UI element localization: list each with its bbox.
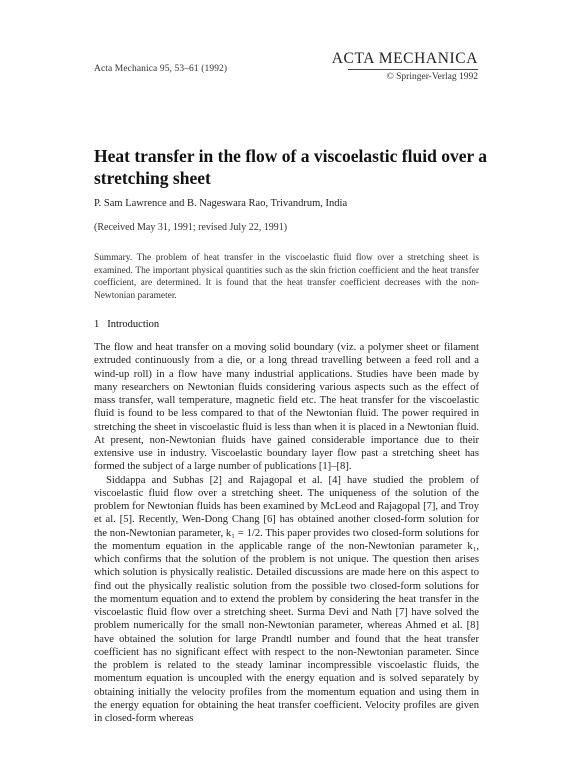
body-text [94,341,479,725]
article-authors: P. Sam Lawrence and B. Nageswara Rao, Trivandrum, India [94,198,348,209]
copyright-line: © Springer-Verlag 1992 [386,72,478,82]
section-title: Introduction [107,319,160,330]
masthead-rule [348,69,478,70]
section-number: 1 [94,319,100,330]
article-summary: Summary. The problem of heat transfer in the viscoelastic fluid flow over a stretching sheet is examined. The important physical quantities such as the skin friction coefficient and the heat transfer coefficient, are determined. It is found that the heat transfer coefficient decreases with the non-Newtonian parameter. [94,253,479,301]
journal-title: ACTA MECHANICA [331,50,478,67]
received-dates: (Received May 31, 1991; revised July 22, 1991) [94,222,288,233]
section-heading [94,319,159,330]
article-title: Heat transfer in the flow of a viscoelastic fluid over a stretching sheet [94,146,488,188]
paragraph: Siddappa and Subhas [2] and Rajagopal et al. [4] have studied the problem of viscoelastic fluid flow over a stretching sheet. The uniqueness of the solution of the problem for Newtonian fluids has been examined by McLeod and Rajagopal [7], and Troy et al. [5]. Recently, Wen-Dong Chang [6] has obtained another closed-form solution for the non-Newtonian parameter, k₁ = 1/2. This paper provides two closed-form solutions for the momentum equation in the applicable range of the non-Newtonian parameter k₁, which confirms that the solution of the problem is not unique. The question then arises which solution is physically realistic. Detailed discussions are made here on this aspect to find out the physically realistic solution from the possible two closed-form solutions for the momentum equation and to extend the problem by considering the heat transfer in the viscoelastic fluid flow over a stretching sheet. Surma Devi and Nath [7] have solved the problem numerically for the small non-Newtonian parameter, whereas Ahmed et al. [8] have obtained the solution for large Prandtl number and found that the heat transfer coefficient has no significant effect with respect to the non-Newtonian parameter. Since the problem is related to the steady laminar incompressible viscoelastic fluids, the momentum equation is uncoupled with the energy equation and is solved separately by obtaining initially the velocity profiles from the momentum equation and using them in the energy equation for obtaining the heat transfer coefficient. Velocity profiles are given in closed-form whereas [94,474,479,724]
journal-reference: Acta Mechanica 95, 53–61 (1992) [94,64,228,74]
journal-masthead [332,50,478,82]
paragraph: The flow and heat transfer on a moving solid boundary (viz. a polymer sheet or filament extruded continuously from a die, or a long thread travelling between a feed roll and a wind-up roll) in a flow have many industrial applications. Studies have been made by many researchers on Newtonian fluids considering various aspects such as the effect of mass transfer, wall temperature, magnetic field etc. The heat transfer for the viscoelastic fluid is found to be less compared to that of the Newtonian fluid. The power required in stretching the sheet in viscoelastic fluid is less than when it is placed in a Newtonian fluid. At present, non-Newtonian fluids have gained considerable importance due to their extensive use in industry. Viscoelastic boundary layer flow past a stretching sheet has formed the subject of a large number of publications [1]–[8]. [94,342,479,473]
